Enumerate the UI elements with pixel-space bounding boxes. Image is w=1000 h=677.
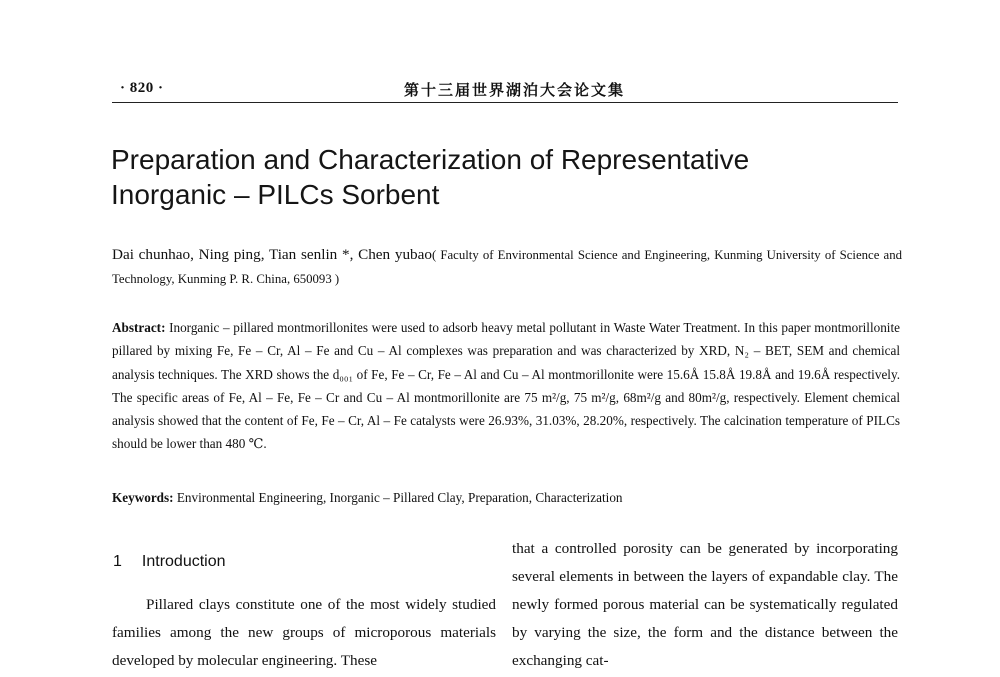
keywords-text: Environmental Engineering, Inorganic – Pillared Clay, Preparation, Characterization: [173, 490, 623, 505]
abstract: [112, 316, 900, 456]
section-title: Introduction: [141, 553, 226, 570]
title-line-2: Inorganic – PILCs Sorbent: [111, 179, 440, 210]
keywords: [112, 487, 900, 509]
running-header: [112, 76, 898, 103]
author-names: Dai chunhao, Ning ping, Tian senlin *, Chen yubao: [112, 246, 432, 263]
page-number: · 820 ·: [120, 80, 164, 96]
title-line-1: Preparation and Characterization of Representative: [111, 144, 750, 175]
section-number: 1: [113, 553, 122, 570]
journal-title: 第十三届世界湖泊大会论文集: [404, 81, 626, 99]
author-affiliation: ( Faculty of Environmental Science and Engineering, Kunming University of Science and Technology, Kunming P. R. China, 650093 ): [112, 248, 902, 286]
author-block: [112, 243, 902, 291]
abstract-text: Inorganic – pillared montmorillonites were used to adsorb heavy metal pollutant in Waste Water Treatment. In this paper montmorillonite pillared by mixing Fe, Fe – Cr, Al – Fe and Cu – Al complexes was preparation and was characterized by XRD, N₂ – BET, SEM and chemical analysis techniques. The XRD shows the d₀₀₁ of Fe, Fe – Cr, Fe – Al and Cu – Al montmorillonite were 15.6Å 15.8Å 19.8Å and 19.6Å respectively. The specific areas of Fe, Al – Fe, Fe – Cr and Cu – Al montmorillonite are 75 m²/g, 75 m²/g, 68m²/g and 80m²/g, respectively. Element chemical analysis showed that the content of Fe, Fe – Cr, Al – Fe catalysts were 26.93%, 31.03%, 28.20%, respectively. The calcination temperature of PILCs should be lower than 480 ℃.: [112, 320, 900, 452]
body-right-column: that a controlled porosity can be generated by incorporating several elements in between the layers of expandable clay. The newly formed porous material can be systematically regulated by varying the size, the form and the distance between the exchanging cat-: [512, 540, 898, 669]
keywords-label: Keywords:: [112, 490, 174, 505]
body-left-column: Pillared clays constitute one of the most widely studied families among the new groups of microporous materials developed by molecular engineering. These: [112, 596, 496, 669]
abstract-label: Abstract:: [112, 320, 166, 335]
paper-title: [111, 142, 871, 212]
section-heading-introduction: [113, 553, 226, 571]
